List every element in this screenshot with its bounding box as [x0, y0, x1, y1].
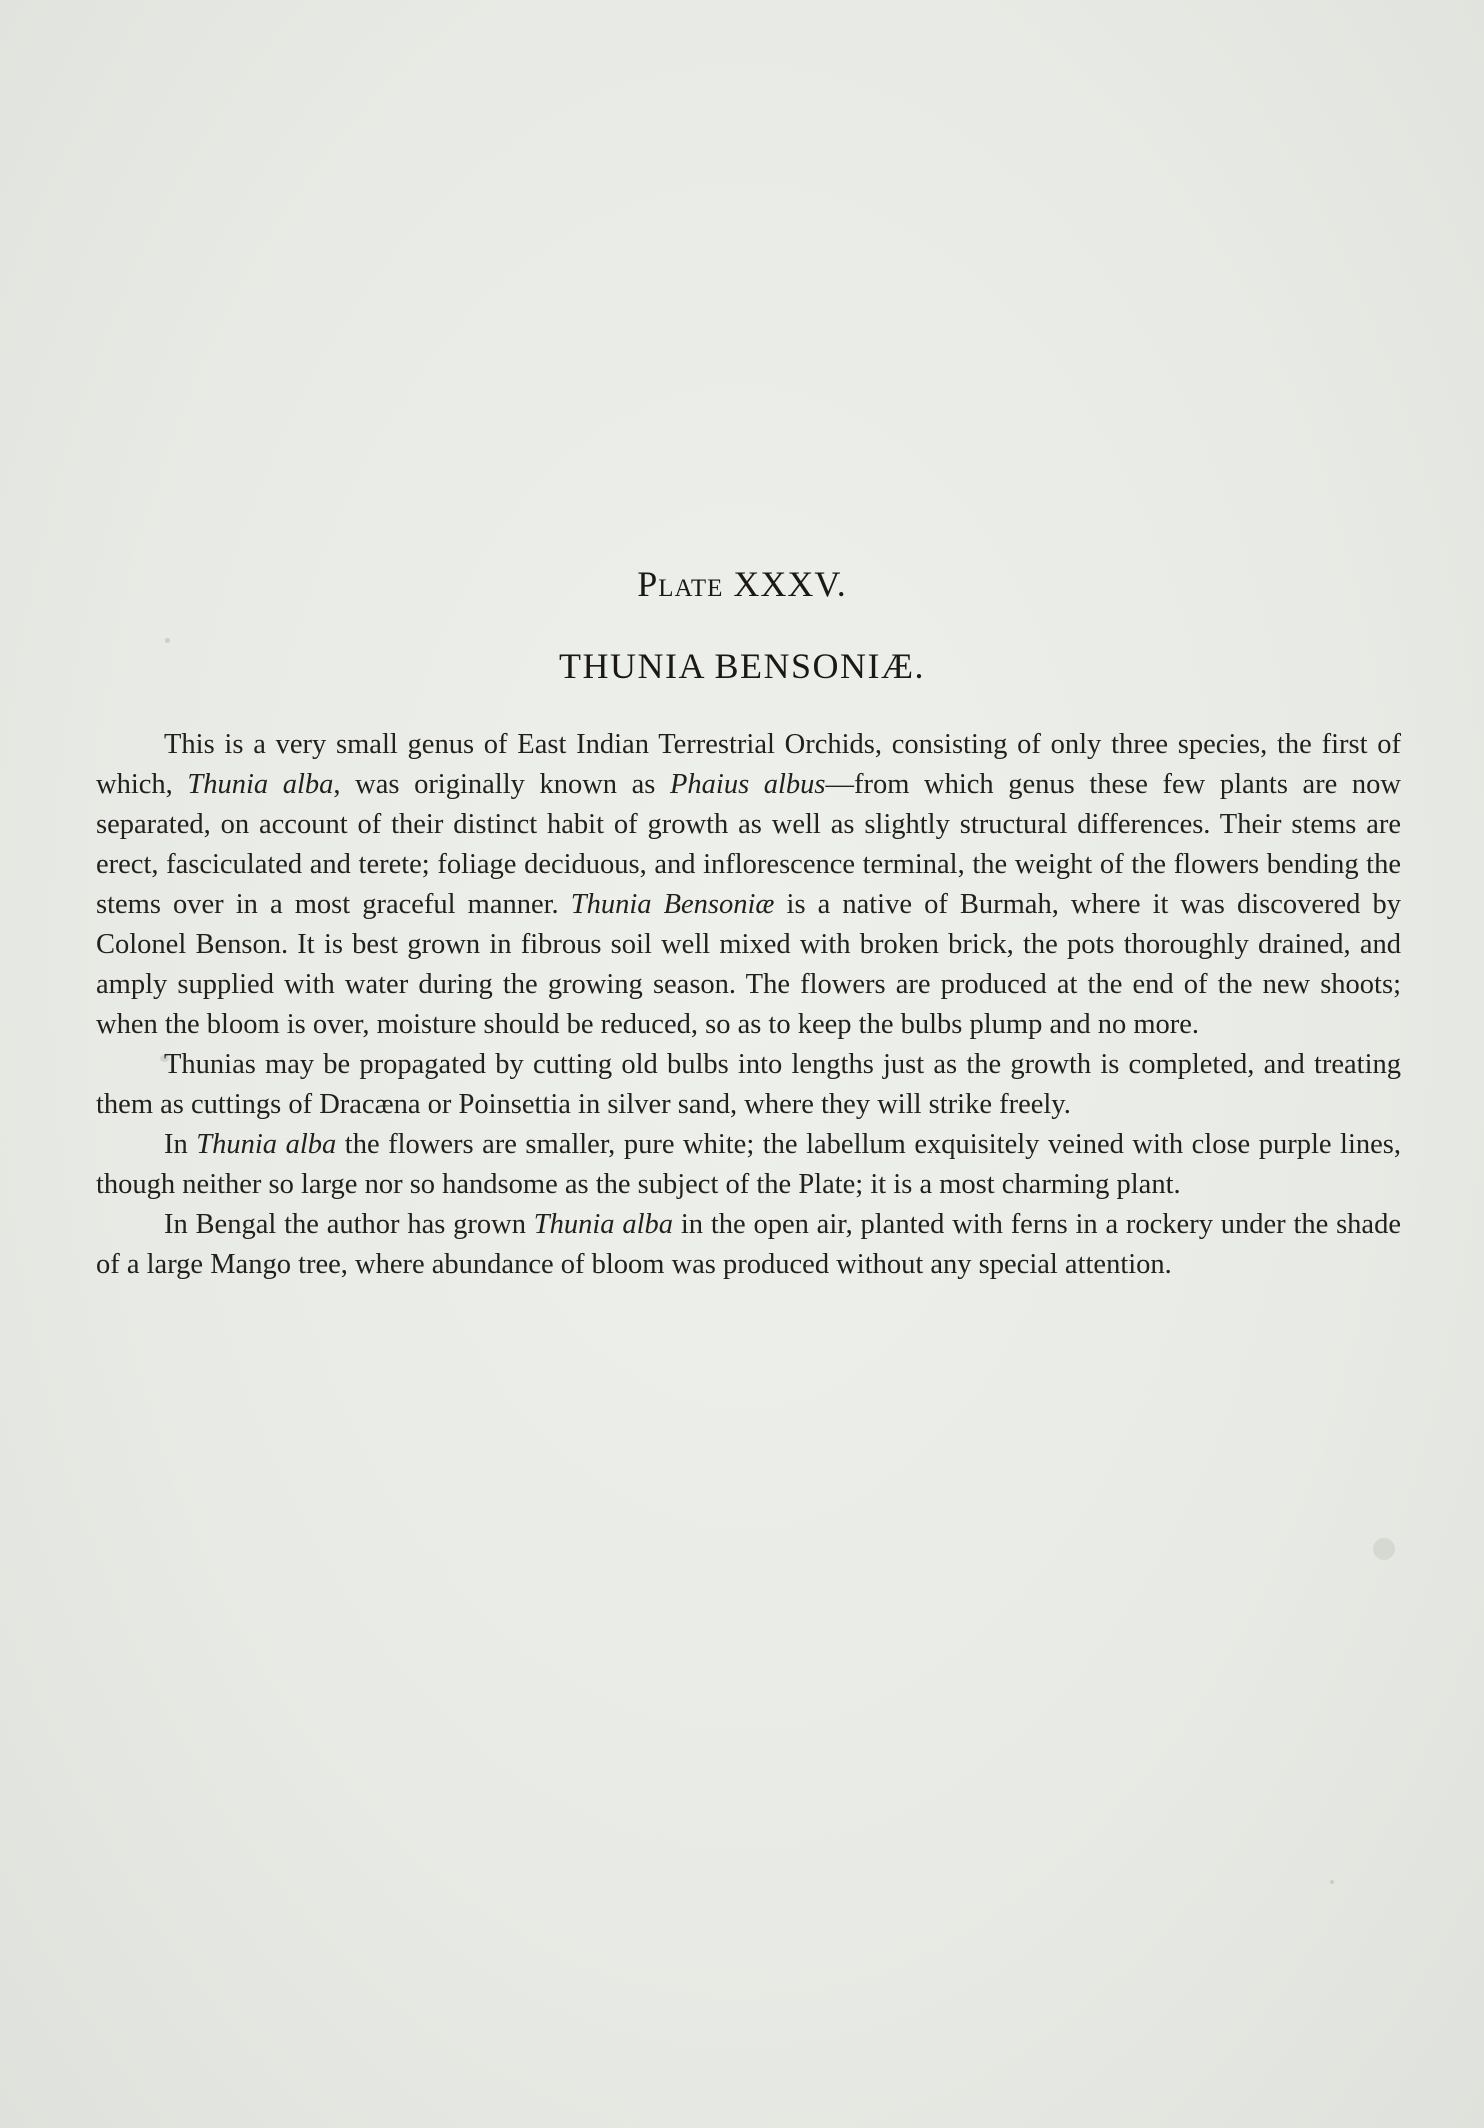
- text-run: —from which genus these few plants are now separated, on account of their distinct habit of growth as well as slightly structural differences. Their stems are erect, fasciculated and terete; foliage deciduous, and inflorescence terminal, the weight of the flowers bending the stems over in a most graceful manner.: [96, 769, 1401, 920]
- italic-species-name: Thunia alba: [533, 1209, 674, 1240]
- paragraph: [96, 1045, 1401, 1125]
- text-run: This is a very small genus of East Indian Terrestrial Orchids, consisting of only three species, the first of which,: [96, 729, 1401, 800]
- body-text: [96, 725, 1401, 1285]
- text-run: In: [164, 1129, 197, 1160]
- paper-speck: [165, 638, 170, 643]
- plate-word: Plate: [637, 564, 724, 604]
- plate-number: XXXV.: [733, 564, 847, 604]
- paper-speck: [1330, 1880, 1334, 1884]
- italic-species-name: Thunia alba: [196, 1129, 337, 1160]
- plate-heading: [0, 563, 1484, 605]
- paragraph: [96, 1125, 1401, 1205]
- text-run: in the open air, planted with ferns in a rockery under the shade of a large Mango tree, where abundance of bloom was produced without any special attention.: [96, 1209, 1401, 1280]
- italic-species-name: Thunia Bensoniæ: [570, 889, 775, 920]
- text-run: Thunias may be propagated by cutting old bulbs into lengths just as the growth is completed, and treating them as cuttings of Dracæna or Poinsettia in silver sand, where they will strike freely.: [96, 1049, 1401, 1120]
- paragraph: [96, 725, 1401, 1045]
- plant-title: THUNIA BENSONIÆ.: [559, 646, 925, 686]
- text-run: is a native of Burmah, where it was discovered by Colonel Benson. It is best grown in fibrous soil well mixed with broken brick, the pots thoroughly drained, and amply supplied with water during the growing season. The flowers are produced at the end of the new shoots; when the bloom is over, moisture should be reduced, so as to keep the bulbs plump and no more.: [96, 889, 1401, 1040]
- paper-speck: [1373, 1538, 1395, 1560]
- paragraph: [96, 1205, 1401, 1285]
- text-run: In Bengal the author has grown: [164, 1209, 534, 1240]
- italic-species-name: Phaius albus: [670, 769, 826, 800]
- text-run: , was originally known as: [333, 769, 670, 800]
- text-run: the flowers are smaller, pure white; the labellum exquisitely veined with close purple lines, though neither so large nor so handsome as the subject of the Plate; it is a most charming plant.: [96, 1129, 1402, 1200]
- italic-species-name: Thunia alba: [187, 769, 334, 800]
